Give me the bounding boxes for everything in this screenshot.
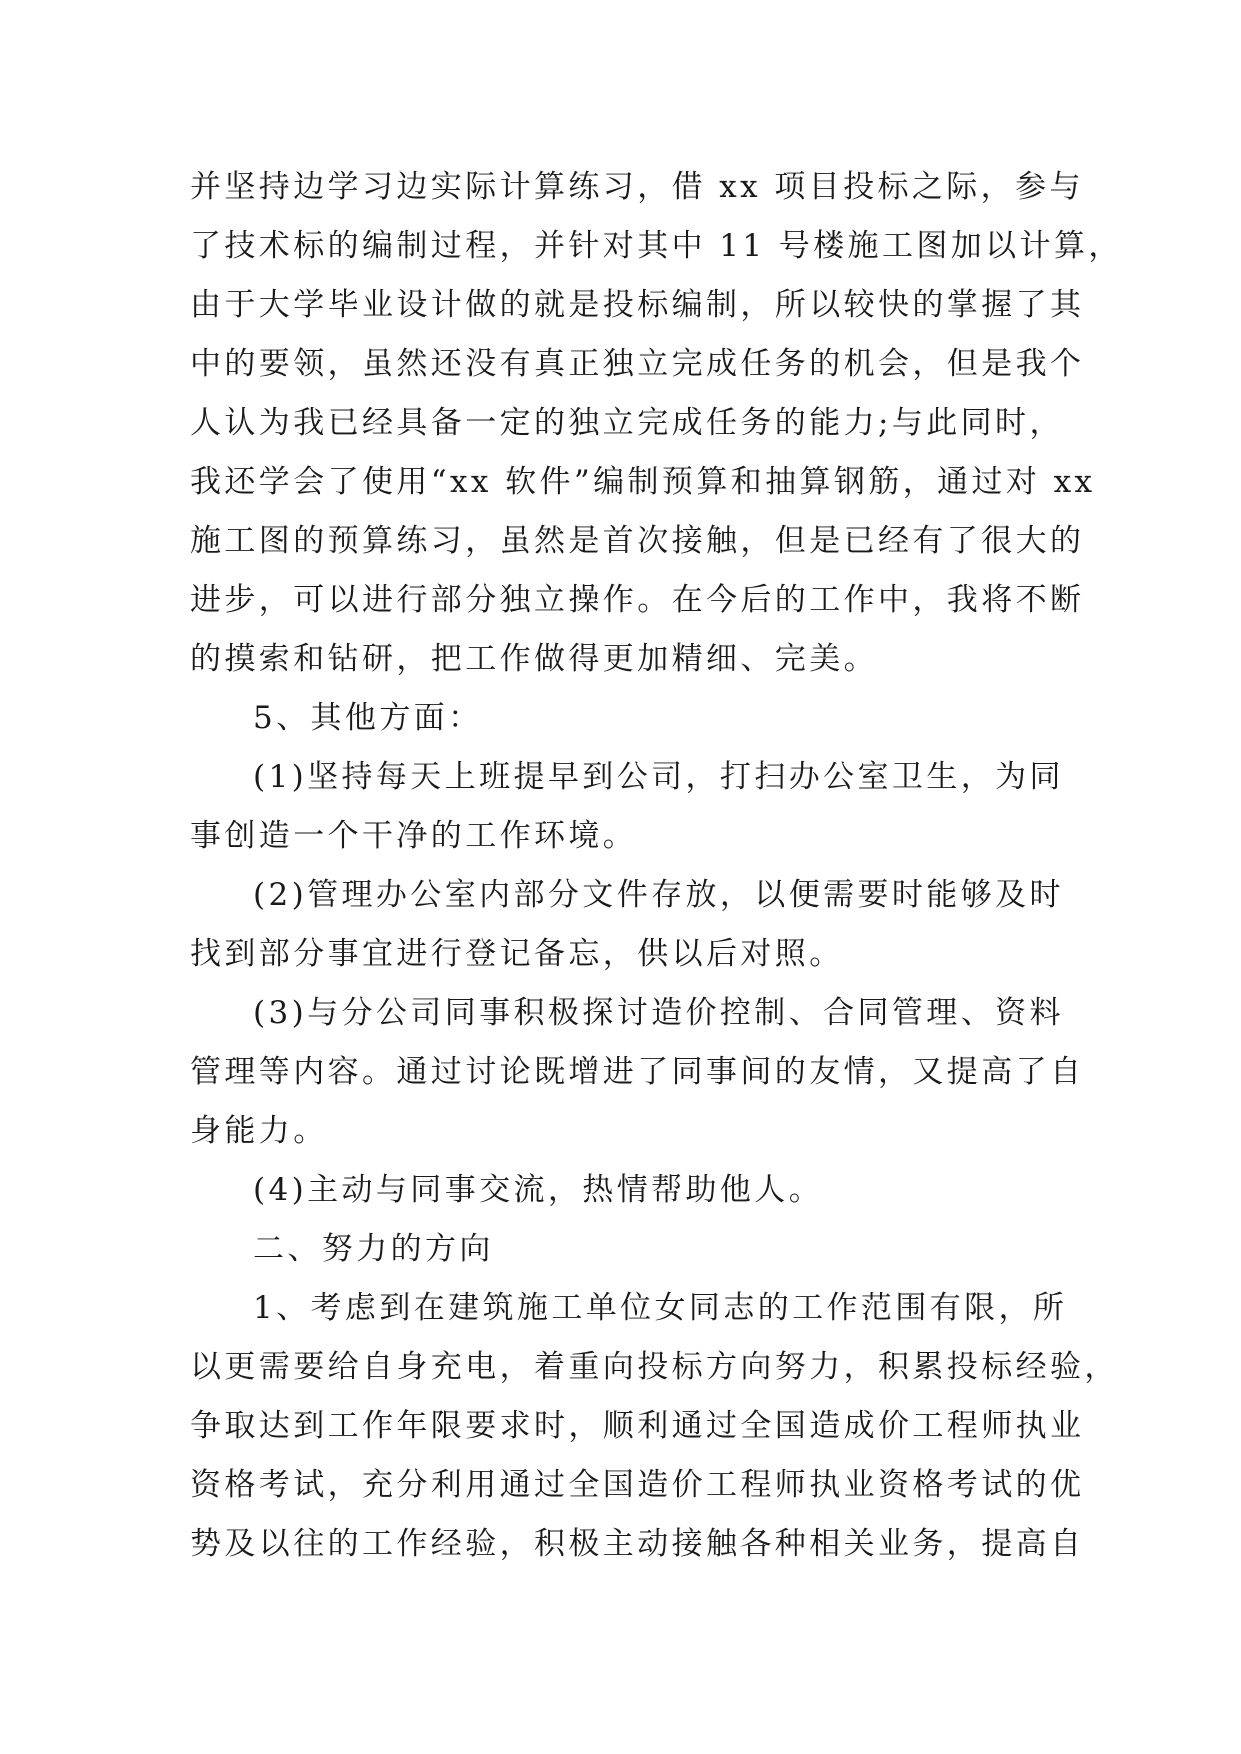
text-line: 由于大学毕业设计做的就是投标编制，所以较快的掌握了其: [190, 287, 1085, 323]
text-line: (1)坚持每天上班提早到公司，打扫办公室卫生，为同: [253, 759, 1064, 795]
text-line: 势及以往的工作经验，积极主动接触各种相关业务，提高自: [190, 1526, 1085, 1562]
text-line: (2)管理办公室内部分文件存放，以便需要时能够及时: [253, 877, 1064, 913]
text-line: 事创造一个干净的工作环境。: [190, 818, 638, 854]
text-line: 了技术标的编制过程，并针对其中 11 号楼施工图加以计算，: [190, 228, 1123, 264]
section-heading: 5、其他方面：: [253, 700, 483, 736]
text-line: 找到部分事宜进行登记备忘，供以后对照。: [190, 936, 844, 972]
text-line: 以更需要给自身充电，着重向投标方向努力，积累投标经验，: [190, 1349, 1119, 1385]
text-line: (3)与分公司同事积极探讨造价控制、合同管理、资料: [253, 995, 1064, 1031]
text-line: 争取达到工作年限要求时，顺利通过全国造成价工程师执业: [190, 1408, 1085, 1444]
text-line: 1、考虑到在建筑施工单位女同志的工作范围有限，所: [253, 1290, 1068, 1326]
body-text: [190, 158, 1123, 1574]
section-heading: 二、努力的方向: [253, 1231, 494, 1267]
text-line: 施工图的预算练习，虽然是首次接触，但是已经有了很大的: [190, 523, 1085, 559]
text-line: 中的要领，虽然还没有真正独立完成任务的机会，但是我个: [190, 346, 1085, 382]
text-line: 资格考试，充分利用通过全国造价工程师执业资格考试的优: [190, 1467, 1085, 1503]
text-line: 的摸索和钻研，把工作做得更加精细、完美。: [190, 641, 878, 677]
text-line: 我还学会了使用“xx 软件”编制预算和抽算钢筋，通过对 xx: [190, 464, 1096, 500]
text-line: 人认为我已经具备一定的独立完成任务的能力;与此同时，: [190, 405, 1064, 441]
text-line: 进步，可以进行部分独立操作。在今后的工作中，我将不断: [190, 582, 1085, 618]
text-line: (4)主动与同事交流，热情帮助他人。: [253, 1172, 824, 1208]
text-line: 并坚持边学习边实际计算练习，借 xx 项目投标之际，参与: [190, 169, 1084, 205]
text-line: 管理等内容。通过讨论既增进了同事间的友情，又提高了自: [190, 1054, 1085, 1090]
text-line: 身能力。: [190, 1113, 328, 1149]
